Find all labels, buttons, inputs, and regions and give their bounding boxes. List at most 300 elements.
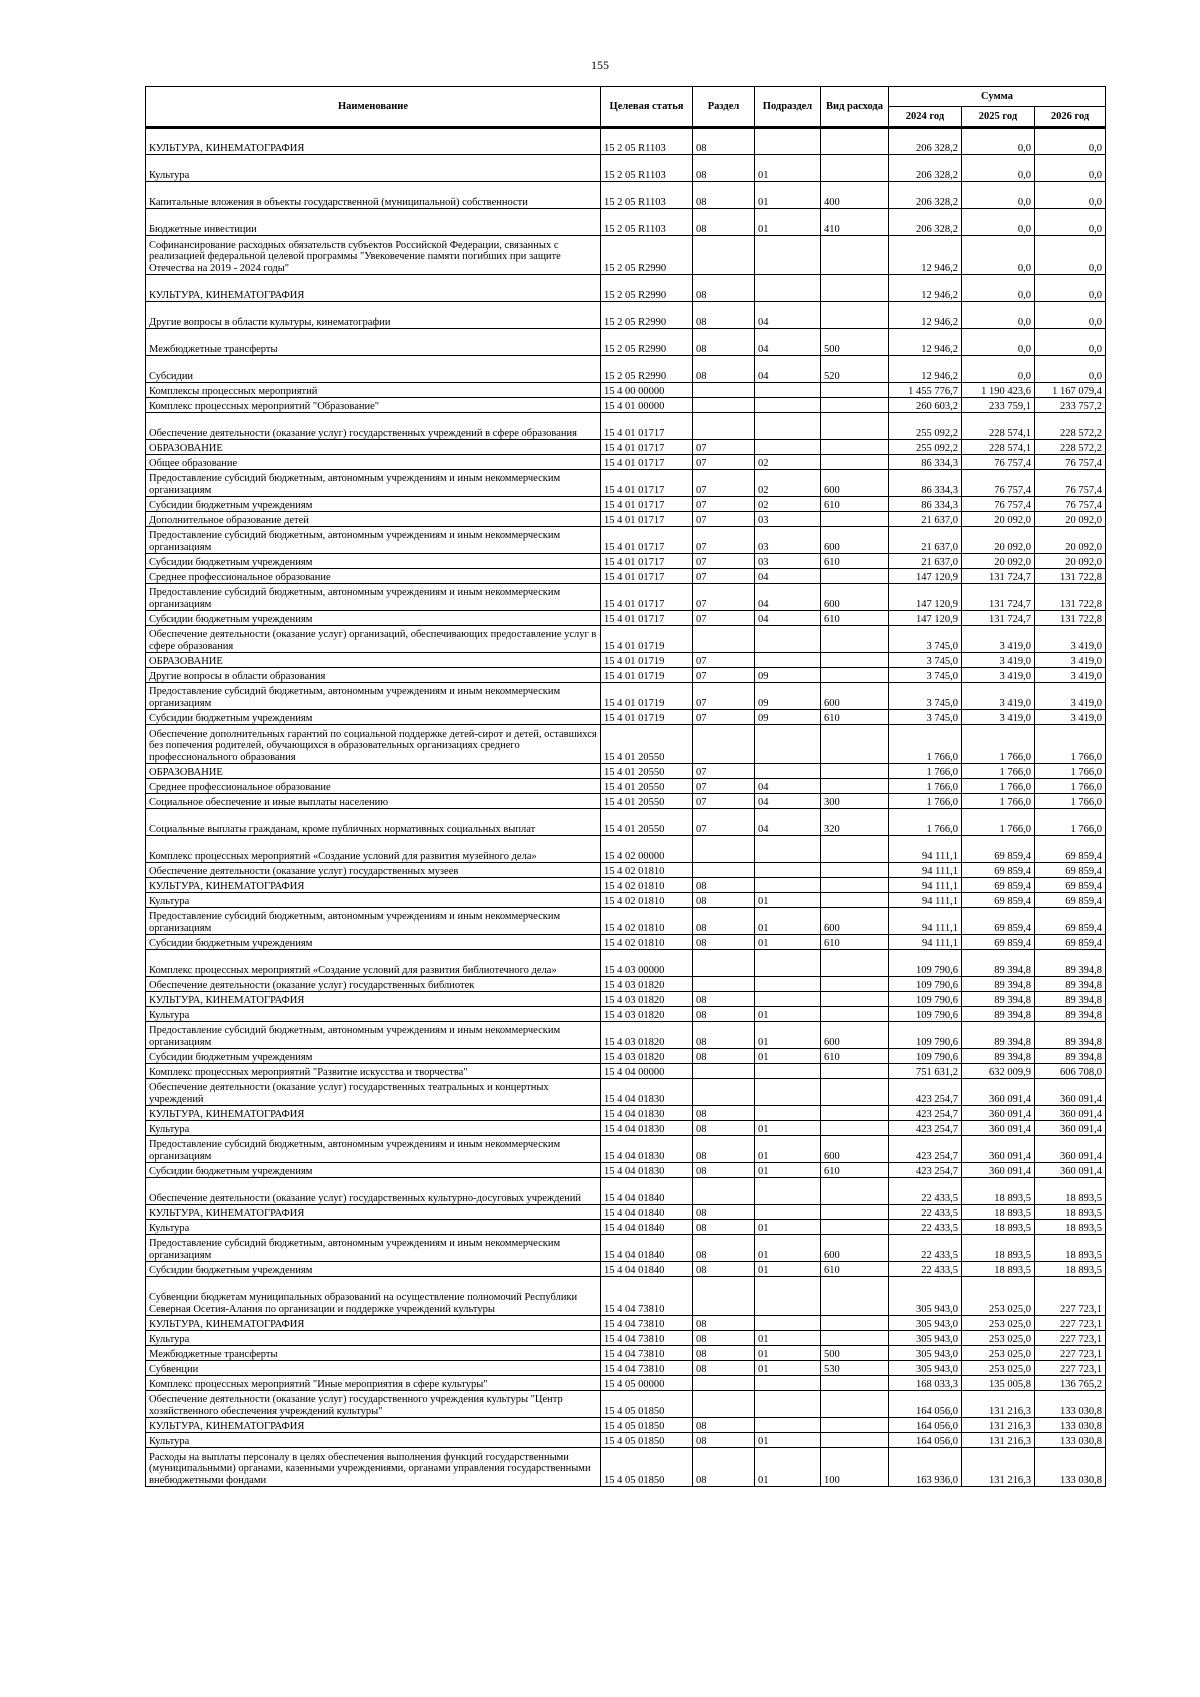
row-target-article-cell: 15 4 04 01840 <box>601 1178 693 1205</box>
row-sum-2024-cell: 109 790,6 <box>889 950 962 977</box>
row-name-cell: Комплекс процессных мероприятий «Создание условий для развития библиотечного дела» <box>146 950 601 977</box>
row-sum-2025-cell: 69 859,4 <box>962 935 1035 950</box>
row-target-article-cell: 15 4 04 01840 <box>601 1205 693 1220</box>
row-name-cell: Предоставление субсидий бюджетным, автономным учреждениям и иным некоммерческим организациям <box>146 683 601 710</box>
row-subsection-cell <box>755 725 821 764</box>
page-number: 155 <box>591 58 609 72</box>
row-expense-type-cell <box>821 155 889 182</box>
table-row <box>146 611 1106 626</box>
table-row <box>146 455 1106 470</box>
row-name-cell: Субсидии бюджетным учреждениям <box>146 1163 601 1178</box>
row-target-article-cell: 15 4 00 00000 <box>601 383 693 398</box>
row-target-article-cell: 15 4 03 01820 <box>601 1049 693 1064</box>
row-sum-2024-cell: 751 631,2 <box>889 1064 962 1079</box>
row-target-article-cell: 15 4 04 73810 <box>601 1361 693 1376</box>
row-expense-type-cell <box>821 302 889 329</box>
row-sum-2025-cell: 89 394,8 <box>962 950 1035 977</box>
row-section-cell: 08 <box>693 155 755 182</box>
row-name-cell: Субвенции бюджетам муниципальных образований на осуществление полномочий Республики Северная Осетия-Алания по организации и поддержке учреждений культуры <box>146 1277 601 1316</box>
row-section-cell: 07 <box>693 710 755 725</box>
header-year-2025: 2025 год <box>962 107 1035 128</box>
row-target-article-cell: 15 4 04 73810 <box>601 1316 693 1331</box>
row-sum-2025-cell: 1 190 423,6 <box>962 383 1035 398</box>
row-sum-2024-cell: 94 111,1 <box>889 836 962 863</box>
row-section-cell: 07 <box>693 527 755 554</box>
row-section-cell: 07 <box>693 683 755 710</box>
row-sum-2025-cell: 20 092,0 <box>962 512 1035 527</box>
row-name-cell: Предоставление субсидий бюджетным, автономным учреждениям и иным некоммерческим организациям <box>146 1235 601 1262</box>
table-row <box>146 1376 1106 1391</box>
row-sum-2024-cell: 21 637,0 <box>889 554 962 569</box>
row-target-article-cell: 15 4 03 01820 <box>601 977 693 992</box>
row-target-article-cell: 15 4 04 01840 <box>601 1262 693 1277</box>
row-name-cell: КУЛЬТУРА, КИНЕМАТОГРАФИЯ <box>146 878 601 893</box>
row-sum-2026-cell: 0,0 <box>1035 275 1106 302</box>
row-target-article-cell: 15 4 01 01717 <box>601 569 693 584</box>
budget-table <box>145 86 1106 1487</box>
row-target-article-cell: 15 4 02 00000 <box>601 836 693 863</box>
row-sum-2025-cell: 1 766,0 <box>962 725 1035 764</box>
row-subsection-cell: 01 <box>755 1121 821 1136</box>
row-sum-2026-cell: 69 859,4 <box>1035 878 1106 893</box>
row-section-cell: 08 <box>693 1433 755 1448</box>
row-sum-2024-cell: 12 946,2 <box>889 356 962 383</box>
row-subsection-cell: 04 <box>755 779 821 794</box>
row-sum-2026-cell: 228 572,2 <box>1035 413 1106 440</box>
row-section-cell: 08 <box>693 209 755 236</box>
row-subsection-cell: 09 <box>755 668 821 683</box>
row-expense-type-cell <box>821 764 889 779</box>
row-section-cell: 07 <box>693 512 755 527</box>
row-sum-2026-cell: 227 723,1 <box>1035 1346 1106 1361</box>
row-sum-2026-cell: 20 092,0 <box>1035 527 1106 554</box>
table-row <box>146 1331 1106 1346</box>
row-subsection-cell <box>755 836 821 863</box>
row-section-cell: 08 <box>693 1235 755 1262</box>
row-sum-2026-cell: 360 091,4 <box>1035 1121 1106 1136</box>
row-expense-type-cell <box>821 836 889 863</box>
row-subsection-cell <box>755 383 821 398</box>
row-name-cell: Субвенции <box>146 1361 601 1376</box>
row-name-cell: Предоставление субсидий бюджетным, автономным учреждениям и иным некоммерческим организациям <box>146 584 601 611</box>
row-name-cell: Субсидии бюджетным учреждениям <box>146 1262 601 1277</box>
row-target-article-cell: 15 4 01 01717 <box>601 497 693 512</box>
row-expense-type-cell <box>821 950 889 977</box>
row-expense-type-cell <box>821 1316 889 1331</box>
row-subsection-cell: 01 <box>755 908 821 935</box>
table-row <box>146 275 1106 302</box>
row-section-cell: 08 <box>693 1220 755 1235</box>
row-name-cell: КУЛЬТУРА, КИНЕМАТОГРАФИЯ <box>146 1316 601 1331</box>
row-target-article-cell: 15 4 01 01719 <box>601 668 693 683</box>
row-name-cell: КУЛЬТУРА, КИНЕМАТОГРАФИЯ <box>146 128 601 155</box>
row-sum-2026-cell: 1 167 079,4 <box>1035 383 1106 398</box>
row-expense-type-cell: 600 <box>821 908 889 935</box>
row-name-cell: Предоставление субсидий бюджетным, автономным учреждениям и иным некоммерческим организациям <box>146 1022 601 1049</box>
row-sum-2024-cell: 3 745,0 <box>889 683 962 710</box>
row-sum-2025-cell: 360 091,4 <box>962 1121 1035 1136</box>
row-sum-2024-cell: 86 334,3 <box>889 497 962 512</box>
row-sum-2025-cell: 69 859,4 <box>962 863 1035 878</box>
row-name-cell: Комплексы процессных мероприятий <box>146 383 601 398</box>
table-row <box>146 1448 1106 1487</box>
row-section-cell: 08 <box>693 1361 755 1376</box>
row-section-cell <box>693 626 755 653</box>
row-sum-2026-cell: 18 893,5 <box>1035 1178 1106 1205</box>
row-expense-type-cell: 610 <box>821 497 889 512</box>
table-row <box>146 1079 1106 1106</box>
row-expense-type-cell <box>821 1121 889 1136</box>
row-sum-2025-cell: 1 766,0 <box>962 764 1035 779</box>
row-name-cell: ОБРАЗОВАНИЕ <box>146 440 601 455</box>
row-target-article-cell: 15 2 05 R1103 <box>601 209 693 236</box>
row-sum-2025-cell: 18 893,5 <box>962 1262 1035 1277</box>
row-section-cell: 08 <box>693 1121 755 1136</box>
row-sum-2024-cell: 260 603,2 <box>889 398 962 413</box>
row-sum-2026-cell: 227 723,1 <box>1035 1331 1106 1346</box>
row-sum-2024-cell: 22 433,5 <box>889 1205 962 1220</box>
row-section-cell: 07 <box>693 497 755 512</box>
row-target-article-cell: 15 4 01 01717 <box>601 413 693 440</box>
row-sum-2026-cell: 0,0 <box>1035 209 1106 236</box>
row-expense-type-cell <box>821 779 889 794</box>
row-sum-2026-cell: 227 723,1 <box>1035 1361 1106 1376</box>
row-subsection-cell: 01 <box>755 1361 821 1376</box>
row-section-cell: 08 <box>693 182 755 209</box>
row-sum-2024-cell: 94 111,1 <box>889 878 962 893</box>
row-sum-2026-cell: 89 394,8 <box>1035 1022 1106 1049</box>
table-row <box>146 836 1106 863</box>
row-sum-2024-cell: 109 790,6 <box>889 1007 962 1022</box>
table-row <box>146 329 1106 356</box>
row-subsection-cell: 01 <box>755 1448 821 1487</box>
row-subsection-cell <box>755 764 821 779</box>
row-section-cell: 07 <box>693 584 755 611</box>
row-sum-2025-cell: 0,0 <box>962 182 1035 209</box>
row-section-cell <box>693 1376 755 1391</box>
row-subsection-cell <box>755 1418 821 1433</box>
row-section-cell: 08 <box>693 1136 755 1163</box>
row-sum-2025-cell: 131 216,3 <box>962 1448 1035 1487</box>
row-target-article-cell: 15 4 03 01820 <box>601 992 693 1007</box>
row-sum-2024-cell: 163 936,0 <box>889 1448 962 1487</box>
row-expense-type-cell <box>821 275 889 302</box>
row-sum-2024-cell: 147 120,9 <box>889 584 962 611</box>
row-sum-2024-cell: 22 433,5 <box>889 1220 962 1235</box>
row-sum-2025-cell: 360 091,4 <box>962 1079 1035 1106</box>
row-target-article-cell: 15 4 01 20550 <box>601 764 693 779</box>
table-row <box>146 1262 1106 1277</box>
row-section-cell: 08 <box>693 1448 755 1487</box>
row-sum-2025-cell: 69 859,4 <box>962 908 1035 935</box>
row-sum-2025-cell: 253 025,0 <box>962 1277 1035 1316</box>
row-subsection-cell: 09 <box>755 683 821 710</box>
row-sum-2025-cell: 76 757,4 <box>962 455 1035 470</box>
row-name-cell: Бюджетные инвестиции <box>146 209 601 236</box>
table-row <box>146 710 1106 725</box>
row-target-article-cell: 15 4 04 01830 <box>601 1163 693 1178</box>
row-name-cell: Комплекс процессных мероприятий "Образование" <box>146 398 601 413</box>
header-year-2026: 2026 год <box>1035 107 1106 128</box>
row-sum-2025-cell: 69 859,4 <box>962 893 1035 908</box>
table-row <box>146 1136 1106 1163</box>
row-subsection-cell: 03 <box>755 554 821 569</box>
row-sum-2025-cell: 89 394,8 <box>962 1022 1035 1049</box>
row-target-article-cell: 15 4 01 01717 <box>601 470 693 497</box>
table-row <box>146 1205 1106 1220</box>
row-target-article-cell: 15 4 05 00000 <box>601 1376 693 1391</box>
row-expense-type-cell <box>821 440 889 455</box>
row-sum-2026-cell: 136 765,2 <box>1035 1376 1106 1391</box>
row-section-cell: 08 <box>693 1049 755 1064</box>
row-subsection-cell: 01 <box>755 1022 821 1049</box>
row-sum-2026-cell: 227 723,1 <box>1035 1316 1106 1331</box>
row-sum-2025-cell: 20 092,0 <box>962 554 1035 569</box>
row-name-cell: Расходы на выплаты персоналу в целях обеспечения выполнения функций государственными (муниципальными) органами, казенными учреждениями, органами управления государственными внебюджетными фондами <box>146 1448 601 1487</box>
row-sum-2025-cell: 228 574,1 <box>962 413 1035 440</box>
row-sum-2026-cell: 0,0 <box>1035 356 1106 383</box>
row-sum-2024-cell: 3 745,0 <box>889 710 962 725</box>
row-subsection-cell: 04 <box>755 356 821 383</box>
row-sum-2026-cell: 3 419,0 <box>1035 710 1106 725</box>
row-sum-2026-cell: 69 859,4 <box>1035 863 1106 878</box>
row-sum-2025-cell: 18 893,5 <box>962 1205 1035 1220</box>
row-sum-2024-cell: 22 433,5 <box>889 1262 962 1277</box>
row-target-article-cell: 15 4 01 01717 <box>601 527 693 554</box>
row-subsection-cell: 04 <box>755 809 821 836</box>
row-sum-2024-cell: 22 433,5 <box>889 1235 962 1262</box>
row-subsection-cell: 04 <box>755 611 821 626</box>
row-name-cell: КУЛЬТУРА, КИНЕМАТОГРАФИЯ <box>146 992 601 1007</box>
table-row <box>146 935 1106 950</box>
row-subsection-cell: 01 <box>755 182 821 209</box>
row-section-cell <box>693 725 755 764</box>
row-sum-2025-cell: 3 419,0 <box>962 710 1035 725</box>
row-section-cell <box>693 413 755 440</box>
row-target-article-cell: 15 4 01 00000 <box>601 398 693 413</box>
row-target-article-cell: 15 4 04 01830 <box>601 1121 693 1136</box>
row-section-cell <box>693 398 755 413</box>
row-target-article-cell: 15 4 05 01850 <box>601 1418 693 1433</box>
row-target-article-cell: 15 4 02 01810 <box>601 935 693 950</box>
table-row <box>146 383 1106 398</box>
row-expense-type-cell: 600 <box>821 584 889 611</box>
row-sum-2026-cell: 228 572,2 <box>1035 440 1106 455</box>
row-subsection-cell: 01 <box>755 1220 821 1235</box>
row-sum-2026-cell: 1 766,0 <box>1035 809 1106 836</box>
row-name-cell: Обеспечение деятельности (оказание услуг) государственного учреждения культуры "Центр хозяйственного обеспечения учреждений культуры" <box>146 1391 601 1418</box>
row-sum-2025-cell: 18 893,5 <box>962 1235 1035 1262</box>
table-row <box>146 764 1106 779</box>
row-name-cell: Капитальные вложения в объекты государственной (муниципальной) собственности <box>146 182 601 209</box>
row-target-article-cell: 15 4 03 00000 <box>601 950 693 977</box>
row-subsection-cell: 04 <box>755 584 821 611</box>
table-row <box>146 470 1106 497</box>
row-section-cell: 08 <box>693 275 755 302</box>
row-expense-type-cell <box>821 569 889 584</box>
row-name-cell: Культура <box>146 1220 601 1235</box>
row-section-cell: 07 <box>693 809 755 836</box>
row-expense-type-cell <box>821 626 889 653</box>
table-row <box>146 236 1106 275</box>
row-target-article-cell: 15 4 01 20550 <box>601 794 693 809</box>
row-sum-2024-cell: 1 766,0 <box>889 764 962 779</box>
table-row <box>146 497 1106 512</box>
row-target-article-cell: 15 4 02 01810 <box>601 908 693 935</box>
row-name-cell: Другие вопросы в области образования <box>146 668 601 683</box>
table-row <box>146 1418 1106 1433</box>
row-name-cell: Софинансирование расходных обязательств субъектов Российской Федерации, связанных с реализацией федеральной целевой программы "Увековечение памяти погибших при защите Отечества на 2019 - 2024 годы" <box>146 236 601 275</box>
row-subsection-cell <box>755 863 821 878</box>
row-subsection-cell <box>755 1391 821 1418</box>
row-name-cell: Социальные выплаты гражданам, кроме публичных нормативных социальных выплат <box>146 809 601 836</box>
row-sum-2025-cell: 360 091,4 <box>962 1136 1035 1163</box>
row-sum-2024-cell: 168 033,3 <box>889 1376 962 1391</box>
row-sum-2026-cell: 0,0 <box>1035 329 1106 356</box>
row-target-article-cell: 15 4 01 01719 <box>601 710 693 725</box>
table-row <box>146 1391 1106 1418</box>
row-subsection-cell: 01 <box>755 1007 821 1022</box>
row-name-cell: Комплекс процессных мероприятий "Развитие искусства и творчества" <box>146 1064 601 1079</box>
row-name-cell: Обеспечение деятельности (оказание услуг) государственных библиотек <box>146 977 601 992</box>
table-row <box>146 863 1106 878</box>
row-section-cell: 07 <box>693 779 755 794</box>
row-sum-2024-cell: 94 111,1 <box>889 893 962 908</box>
row-name-cell: Комплекс процессных мероприятий "Иные мероприятия в сфере культуры" <box>146 1376 601 1391</box>
row-sum-2026-cell: 76 757,4 <box>1035 470 1106 497</box>
row-sum-2024-cell: 305 943,0 <box>889 1346 962 1361</box>
row-sum-2026-cell: 131 722,8 <box>1035 611 1106 626</box>
row-subsection-cell: 09 <box>755 710 821 725</box>
header-expense-type: Вид расхода <box>821 87 889 128</box>
row-section-cell: 07 <box>693 470 755 497</box>
row-subsection-cell <box>755 413 821 440</box>
table-row <box>146 779 1106 794</box>
row-expense-type-cell <box>821 1418 889 1433</box>
row-section-cell: 08 <box>693 893 755 908</box>
row-sum-2024-cell: 164 056,0 <box>889 1418 962 1433</box>
row-subsection-cell: 01 <box>755 1346 821 1361</box>
row-subsection-cell <box>755 1106 821 1121</box>
row-name-cell: Предоставление субсидий бюджетным, автономным учреждениям и иным некоммерческим организациям <box>146 1136 601 1163</box>
row-expense-type-cell: 410 <box>821 209 889 236</box>
row-expense-type-cell <box>821 1433 889 1448</box>
row-sum-2025-cell: 69 859,4 <box>962 836 1035 863</box>
table-row <box>146 1064 1106 1079</box>
row-sum-2026-cell: 89 394,8 <box>1035 992 1106 1007</box>
row-subsection-cell: 04 <box>755 569 821 584</box>
row-sum-2024-cell: 12 946,2 <box>889 236 962 275</box>
row-expense-type-cell <box>821 1007 889 1022</box>
row-expense-type-cell: 500 <box>821 329 889 356</box>
row-subsection-cell: 01 <box>755 155 821 182</box>
table-row <box>146 794 1106 809</box>
row-sum-2024-cell: 94 111,1 <box>889 863 962 878</box>
table-row <box>146 653 1106 668</box>
row-expense-type-cell <box>821 128 889 155</box>
row-target-article-cell: 15 4 01 01719 <box>601 683 693 710</box>
row-expense-type-cell <box>821 1331 889 1346</box>
row-expense-type-cell <box>821 455 889 470</box>
row-subsection-cell <box>755 128 821 155</box>
row-sum-2026-cell: 89 394,8 <box>1035 1049 1106 1064</box>
row-expense-type-cell: 530 <box>821 1361 889 1376</box>
row-expense-type-cell: 600 <box>821 1022 889 1049</box>
row-target-article-cell: 15 2 05 R2990 <box>601 356 693 383</box>
row-sum-2026-cell: 0,0 <box>1035 302 1106 329</box>
row-sum-2025-cell: 131 216,3 <box>962 1391 1035 1418</box>
row-sum-2024-cell: 109 790,6 <box>889 1049 962 1064</box>
table-row <box>146 1361 1106 1376</box>
row-sum-2026-cell: 18 893,5 <box>1035 1235 1106 1262</box>
table-row <box>146 155 1106 182</box>
row-sum-2024-cell: 305 943,0 <box>889 1361 962 1376</box>
row-sum-2024-cell: 1 455 776,7 <box>889 383 962 398</box>
row-sum-2024-cell: 147 120,9 <box>889 611 962 626</box>
row-target-article-cell: 15 4 01 01717 <box>601 512 693 527</box>
row-sum-2024-cell: 164 056,0 <box>889 1433 962 1448</box>
table-row <box>146 908 1106 935</box>
row-sum-2024-cell: 21 637,0 <box>889 527 962 554</box>
row-sum-2026-cell: 18 893,5 <box>1035 1220 1106 1235</box>
row-sum-2024-cell: 206 328,2 <box>889 209 962 236</box>
table-row <box>146 626 1106 653</box>
row-subsection-cell: 01 <box>755 1331 821 1346</box>
row-target-article-cell: 15 4 03 01820 <box>601 1022 693 1049</box>
row-target-article-cell: 15 4 05 01850 <box>601 1448 693 1487</box>
row-sum-2025-cell: 0,0 <box>962 155 1035 182</box>
row-subsection-cell: 01 <box>755 1049 821 1064</box>
row-subsection-cell <box>755 398 821 413</box>
row-sum-2025-cell: 1 766,0 <box>962 809 1035 836</box>
row-sum-2026-cell: 1 766,0 <box>1035 794 1106 809</box>
table-row <box>146 1163 1106 1178</box>
row-expense-type-cell <box>821 1376 889 1391</box>
table-row <box>146 1178 1106 1205</box>
row-sum-2026-cell: 131 722,8 <box>1035 584 1106 611</box>
table-row <box>146 128 1106 155</box>
row-sum-2026-cell: 360 091,4 <box>1035 1163 1106 1178</box>
row-target-article-cell: 15 4 04 73810 <box>601 1331 693 1346</box>
row-section-cell: 08 <box>693 1106 755 1121</box>
row-expense-type-cell: 300 <box>821 794 889 809</box>
row-section-cell: 08 <box>693 1331 755 1346</box>
row-name-cell: Субсидии бюджетным учреждениям <box>146 497 601 512</box>
row-sum-2024-cell: 305 943,0 <box>889 1331 962 1346</box>
row-sum-2024-cell: 3 745,0 <box>889 626 962 653</box>
row-name-cell: Предоставление субсидий бюджетным, автономным учреждениям и иным некоммерческим организациям <box>146 908 601 935</box>
row-section-cell: 08 <box>693 1007 755 1022</box>
row-sum-2024-cell: 94 111,1 <box>889 908 962 935</box>
row-section-cell <box>693 863 755 878</box>
row-target-article-cell: 15 4 01 01717 <box>601 611 693 626</box>
row-name-cell: ОБРАЗОВАНИЕ <box>146 653 601 668</box>
row-sum-2025-cell: 253 025,0 <box>962 1346 1035 1361</box>
row-subsection-cell: 01 <box>755 935 821 950</box>
row-sum-2024-cell: 22 433,5 <box>889 1178 962 1205</box>
row-name-cell: Культура <box>146 1007 601 1022</box>
row-expense-type-cell <box>821 512 889 527</box>
row-section-cell: 08 <box>693 992 755 1007</box>
row-subsection-cell: 02 <box>755 455 821 470</box>
row-name-cell: Культура <box>146 1331 601 1346</box>
row-sum-2025-cell: 89 394,8 <box>962 977 1035 992</box>
row-section-cell: 08 <box>693 302 755 329</box>
row-target-article-cell: 15 4 03 01820 <box>601 1007 693 1022</box>
row-sum-2025-cell: 89 394,8 <box>962 992 1035 1007</box>
row-sum-2026-cell: 133 030,8 <box>1035 1418 1106 1433</box>
row-sum-2026-cell: 233 757,2 <box>1035 398 1106 413</box>
